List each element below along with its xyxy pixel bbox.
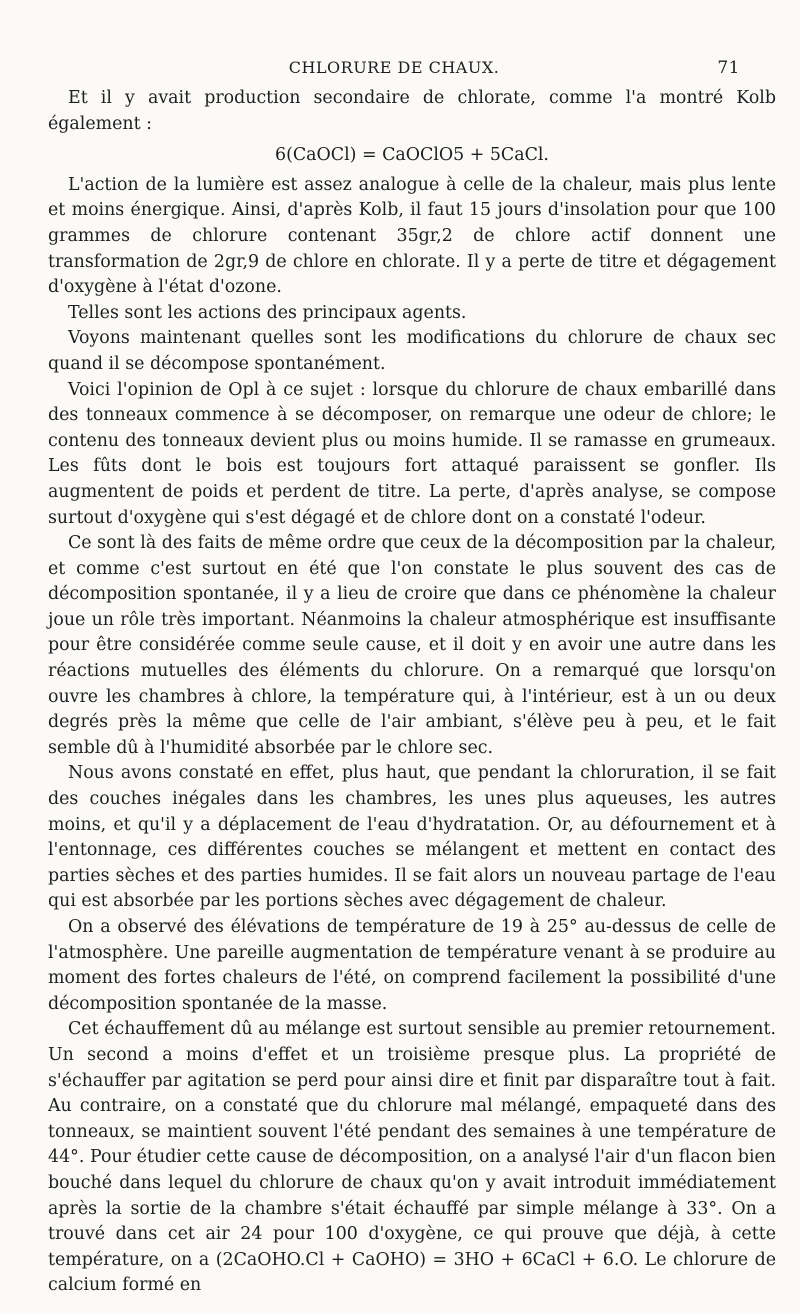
paragraph: Telles sont les actions des principaux agents. (68, 302, 467, 323)
body-text (48, 86, 776, 1299)
chemical-formula: 6(CaOCl) = CaOClO5 + 5CaCl. (275, 145, 549, 166)
paragraph: Voici l'opinion de Opl à ce sujet : lorsque du chlorure de chaux embarillé dans des tonneaux commence à se décomposer, on remarque une odeur de chlore; le contenu des tonneaux devient plus ou moins humide. Il se ramasse en grumeaux. Les fûts dont le bois est toujours fort attaqué paraissent se gonfler. Ils augmentent de poids et perdent de titre. La perte, d'après analyse, se compose surtout d'oxygène qui s'est dégagé et de chlore dont on a constaté l'odeur. (48, 379, 776, 528)
paragraph: Nous avons constaté en effet, plus haut, que pendant la chloruration, il se fait des couches inégales dans les chambres, les unes plus aqueuses, les autres moins, et qu'il y a déplacement de l'eau d'hydratation. Or, au défournement et à l'entonnage, ces différentes couches se mélangent et mettent en contact des parties sèches et des parties humides. Il se fait alors un nouveau partage de l'eau qui est absorbée par les portions sèches avec dégagement de chaleur. (48, 763, 776, 912)
paragraph: Et il y avait production secondaire de chlorate, comme l'a montré Kolb également : (48, 88, 776, 134)
paragraph: L'action de la lumière est assez analogue à celle de la chaleur, mais plus lente et moins énergique. Ainsi, d'après Kolb, il faut 15 jours d'insolation pour que 100 grammes de chlorure contenant 35gr,2 de chlore actif donnent une transformation de 2gr,9 de chlore en chlorate. Il y a perte de titre et dégagement d'oxygène à l'état d'ozone. (48, 174, 776, 298)
paragraph: Voyons maintenant quelles sont les modifications du chlorure de chaux sec quand il se décompose spontanément. (48, 328, 776, 374)
running-title: CHLORURE DE CHAUX. (288, 58, 500, 77)
running-header (48, 58, 740, 82)
page-number: 71 (717, 58, 740, 78)
paragraph: Ce sont là des faits de même ordre que ceux de la décomposition par la chaleur, et comme c'est surtout en été que l'on constate le plus souvent des cas de décomposition spontanée, il y a lieu de croire que dans ce phénomène la chaleur joue un rôle très important. Néanmoins la chaleur atmosphérique est insuffisante pour être considérée comme seule cause, et il doit y en avoir une autre dans les réactions mutuelles des éléments du chlorure. On a remarqué que lorsqu'on ouvre les chambres à chlore, la température qui, à l'intérieur, est à un ou deux degrés près la même que celle de l'air ambiant, s'élève peu à peu, et le fait semble dû à l'humidité absorbée par le chlore sec. (48, 533, 776, 758)
paragraph: On a observé des élévations de température de 19 à 25° au-dessus de celle de l'atmosphère. Une pareille augmentation de température venant à se produire au moment des fortes chaleurs de l'été, on comprend facilement la possibilité d'une décomposition spontanée de la masse. (48, 917, 776, 1014)
paragraph: Cet échauffement dû au mélange est surtout sensible au premier retournement. Un second a moins d'effet et un troisième presque plus. La propriété de s'échauffer par agitation se perd pour ainsi dire et finit par disparaître tout à fait. Au contraire, on a constaté que du chlorure mal mélangé, empaqueté dans des tonneaux, se maintient souvent l'été pendant des semaines à une température de 44°. Pour étudier cette cause de décomposition, on a analysé l'air d'un flacon bien bouché dans lequel du chlorure de chaux qu'on y avait introduit immédiatement après la sortie de la chambre s'était échauffé par simple mélange à 33°. On a trouvé dans cet air 24 pour 100 d'oxygène, ce qui prouve que déjà, à cette température, on a (2CaOHO.Cl + CaOHO) = 3HO + 6CaCl + 6.O. Le chlorure de calcium formé en (48, 1019, 776, 1296)
